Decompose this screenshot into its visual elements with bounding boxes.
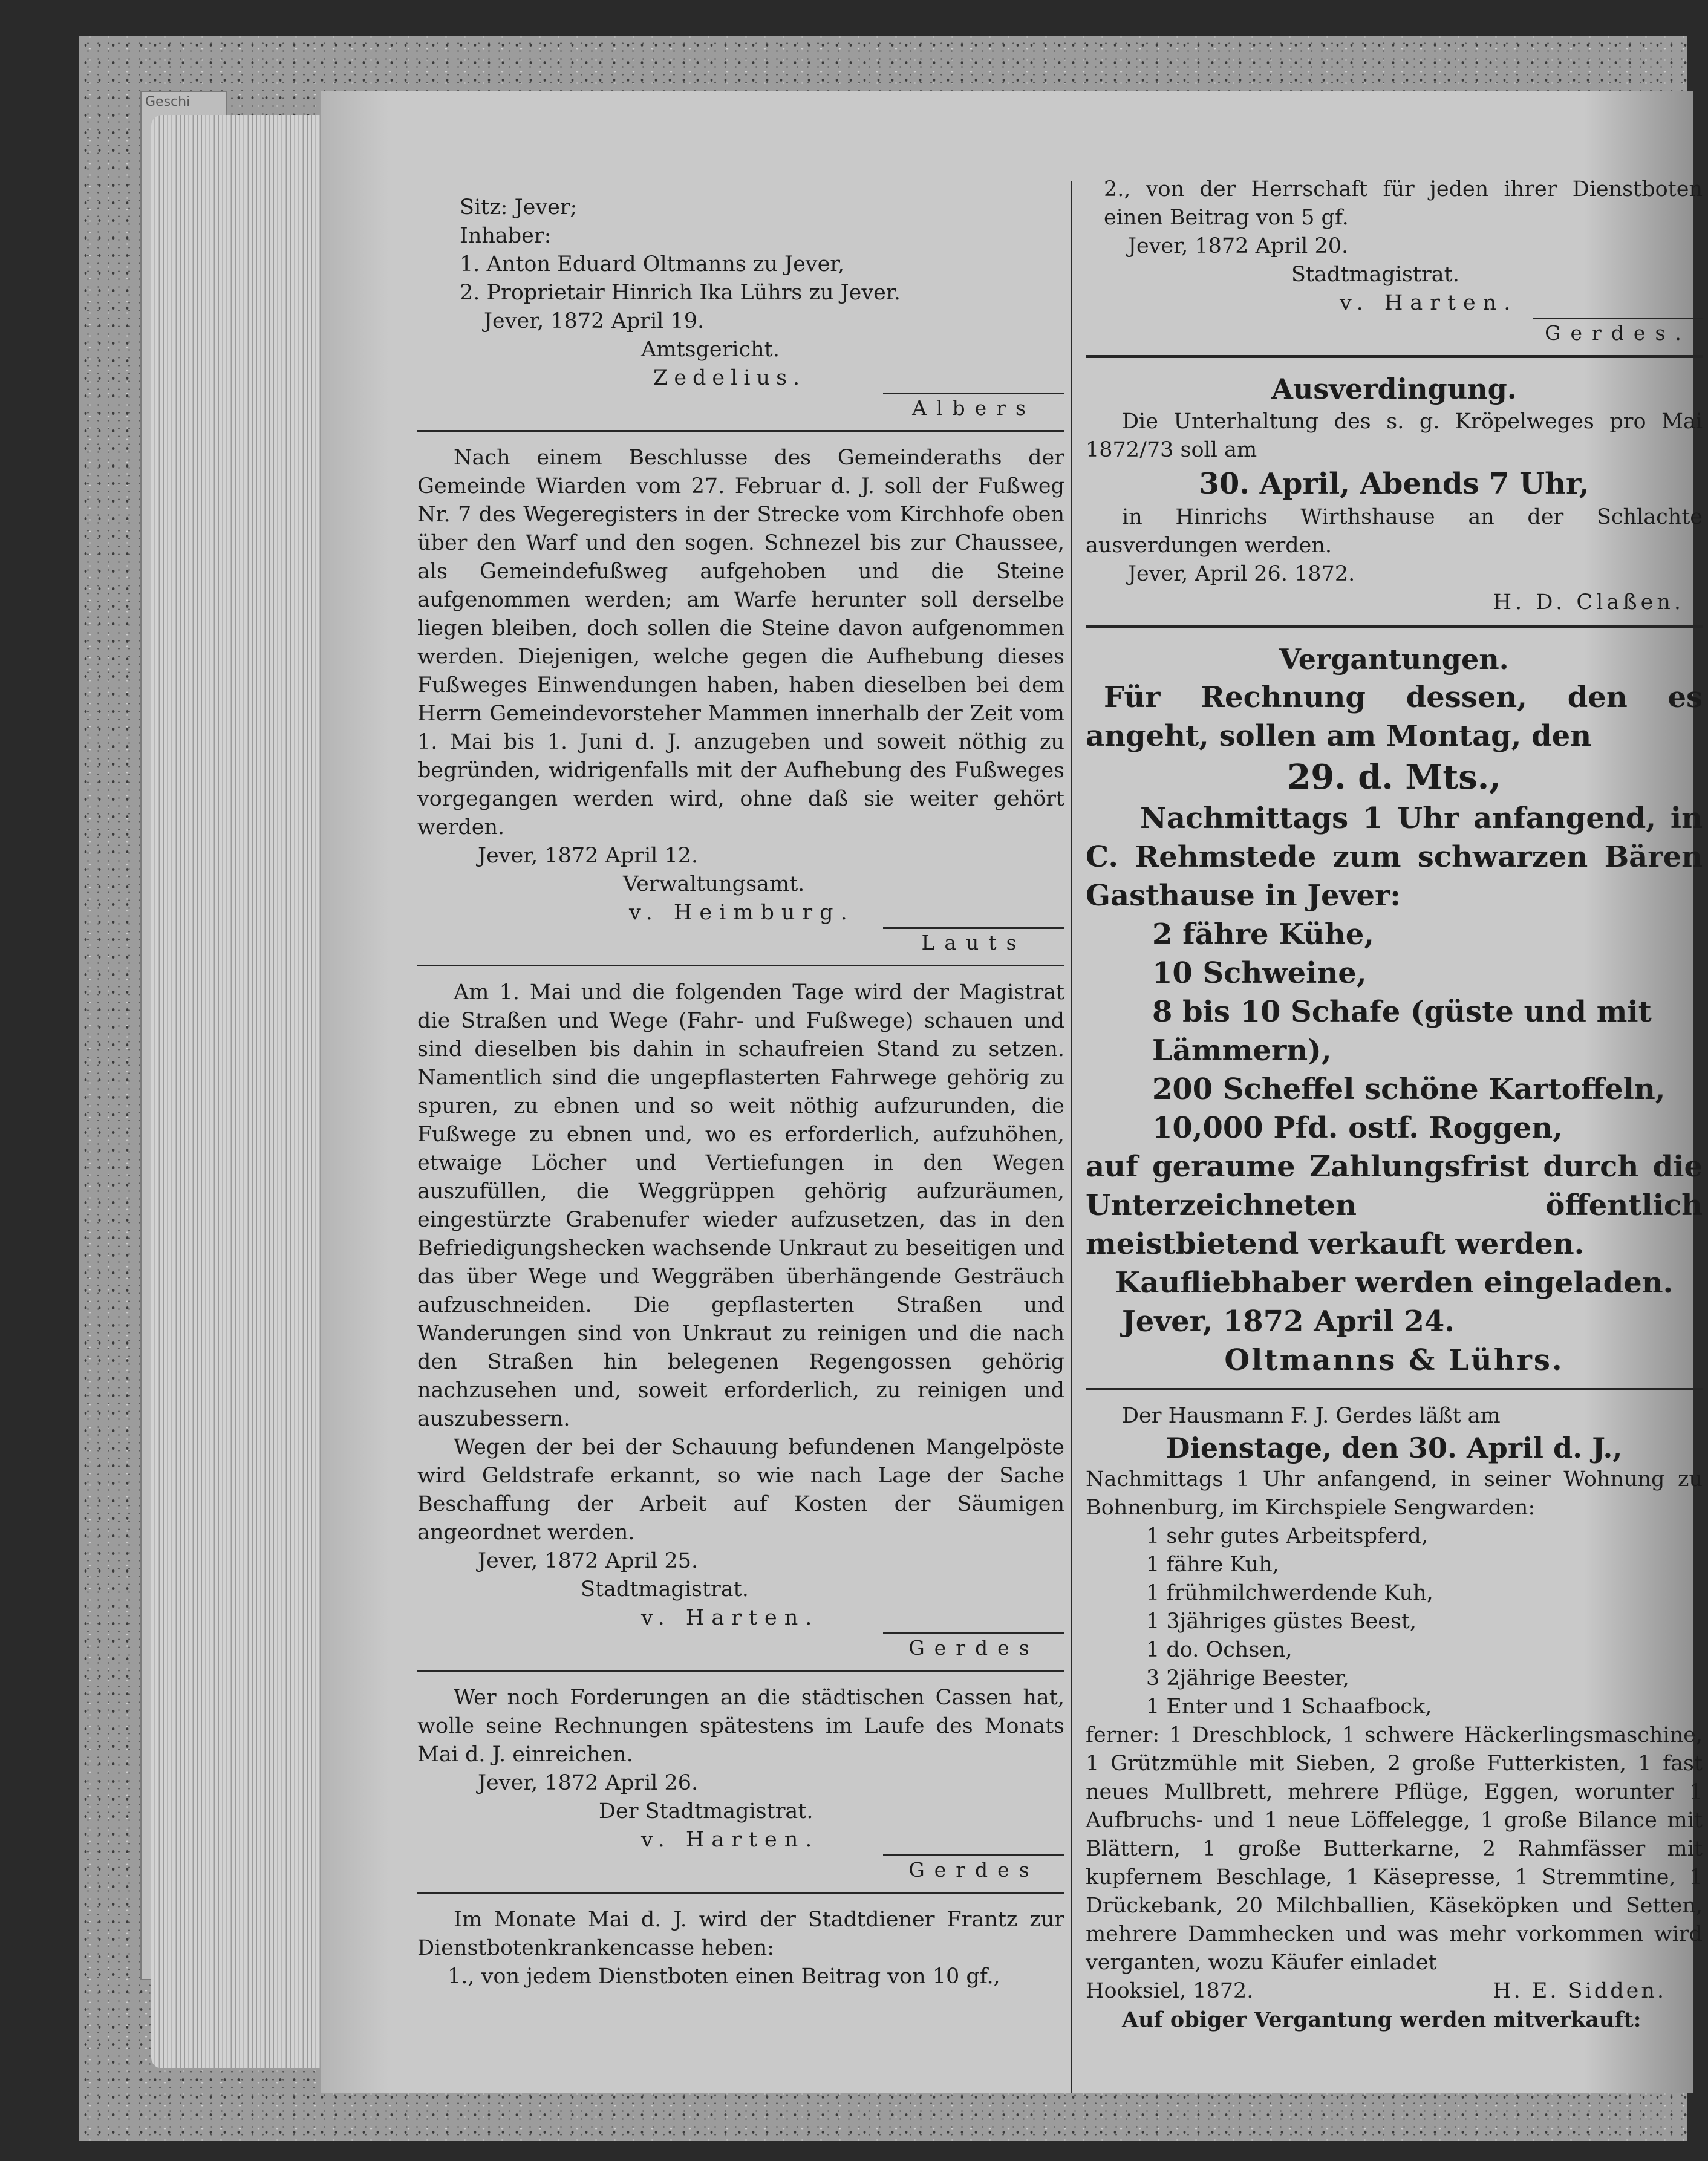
notice-body: Auf obiger Vergantung werden mitverkauft: [1122, 2007, 1641, 2032]
separator-rule [417, 965, 1064, 966]
signature: v. Heimburg. [629, 901, 855, 925]
goods-item: 1 frühmilchwerdende Kuh, [1146, 1581, 1433, 1605]
notice-servant-insurance [417, 1906, 1064, 1991]
notice-date: Jever, 1872 April 26. [478, 1771, 699, 1795]
separator-rule [1086, 1388, 1703, 1390]
goods-item: 2 fähre Kühe, [1152, 918, 1375, 951]
notice-item: 1., von jedem Dienstboten einen Beitrag von 10 gf., [448, 1964, 1000, 1989]
goods-item: 1 fähre Kuh, [1146, 1553, 1279, 1577]
notice-place-date: Hooksiel, 1872. [1086, 1979, 1254, 2003]
register-line: Inhaber: [460, 224, 552, 248]
goods-item: 1 3jähriges güstes Beest, [1146, 1609, 1417, 1634]
goods-item: 1 do. Ochsen, [1146, 1638, 1292, 1662]
goods-list [1086, 915, 1703, 1147]
notice-highlight: 30. April, Abends 7 Uhr, [1199, 467, 1589, 501]
notice-buyers: Kaufliebhaber werden eingeladen. [1115, 1266, 1674, 1300]
newspaper-page [321, 91, 1703, 2093]
goods-item: 1 sehr gutes Arbeitspferd, [1146, 1524, 1428, 1548]
notice-body: Wegen der bei der Schauung befundenen Mangelpöste wird Geldstrafe erkannt, so wie nach Lage der Sache Beschaffung der Arbeit auf Kosten der Säumigen angeordnet werden. [417, 1435, 1064, 1545]
notice-body: Im Monate Mai d. J. wird der Stadtdiener Frantz zur Dienstbotenkrankencasse heben: [417, 1908, 1064, 1960]
separator-rule [417, 430, 1064, 432]
goods-item: 10 Schweine, [1152, 956, 1367, 990]
separator-rule [417, 1892, 1064, 1894]
notice-road-inspection [417, 979, 1064, 1661]
clerk-name: Albers [883, 393, 1064, 422]
notice-body: Wer noch Forderungen an die städtischen Cassen hat, wolle seine Rechnungen spätestens im Laufe des Monats Mai d. J. einreichen. [417, 1686, 1064, 1767]
signature: H. D. Claßen. [1493, 590, 1684, 614]
right-column [1086, 175, 1703, 2034]
notice-office: Verwaltungsamt. [623, 872, 805, 896]
notice-servant-insurance-cont [1086, 175, 1703, 347]
notice-body: auf geraume Zahlungsfrist durch die Unterzeichneten öffentlich meistbietend verkauft werden. [1086, 1150, 1703, 1261]
notice-intro: Für Rechnung dessen, den es angeht, sollen am Montag, den [1086, 680, 1703, 753]
notice-gerdes-auction [1086, 1402, 1703, 2034]
separator-rule [417, 1670, 1064, 1672]
notice-body: in Hinrichs Wirthshause an der Schlachte ausverdungen werden. [1086, 505, 1703, 558]
goods-item: 200 Scheffel schöne Kartoffeln, [1152, 1072, 1666, 1106]
notice-title: Ausverdingung. [1271, 373, 1517, 405]
clerk-name: Gerdes [883, 1632, 1064, 1661]
notice-office: Stadtmagistrat. [581, 1577, 749, 1602]
register-line: 1. Anton Eduard Oltmanns zu Jever, [460, 252, 845, 276]
notice-highlight: 29. d. Mts., [1287, 757, 1501, 797]
notice-date: Jever, 1872 April 12. [478, 844, 699, 868]
notice-register-entry [417, 194, 1064, 422]
register-line: 2. Proprietair Hinrich Ika Lührs zu Jever. [460, 281, 901, 305]
signature: v. Harten. [1340, 291, 1518, 315]
goods-item: 10,000 Pfd. ostf. Roggen, [1152, 1111, 1563, 1145]
signature: Zedelius. [653, 366, 806, 390]
notice-body: Die Unterhaltung des s. g. Kröpelweges pro Mai 1872/73 soll am [1086, 409, 1703, 462]
left-column [417, 194, 1064, 1991]
register-line: Jever, 1872 April 19. [484, 309, 705, 333]
notice-body: Nachmittags 1 Uhr anfangend, in C. Rehmstede zum schwarzen Bären Gasthause in Jever: [1086, 801, 1703, 913]
previous-page-text-stub: Geschi [145, 94, 191, 109]
notice-date: Jever, 1872 April 25. [478, 1549, 699, 1573]
clerk-name: Lauts [883, 927, 1064, 956]
clerk-name: Gerdes [883, 1854, 1064, 1883]
column-divider [1071, 181, 1072, 2093]
notice-highlight: Dienstage, den 30. April d. J., [1165, 1432, 1623, 1464]
notice-date: Jever, 1872 April 24. [1122, 1305, 1455, 1338]
page-stack-edges [151, 115, 327, 2068]
notice-title: Vergantungen. [1279, 643, 1509, 676]
notice-intro: Der Hausmann F. J. Gerdes läßt am [1122, 1404, 1501, 1428]
separator-rule [1086, 625, 1703, 628]
separator-rule [1086, 355, 1703, 358]
notice-vergantungen [1086, 640, 1703, 1380]
signature: v. Harten. [641, 1606, 820, 1630]
notice-city-claims [417, 1684, 1064, 1883]
notice-date: Jever, 1872 April 20. [1128, 234, 1349, 258]
notice-body: Nach einem Beschlusse des Gemeinderaths der Gemeinde Wiarden vom 27. Februar d. J. soll der Fußweg Nr. 7 des Wegeregisters in der Strecke vom Kirchhofe oben über den Warf und den sogen. Schnezel bis zur Chaussee, als Gemeindefußweg aufgehoben und die Steine aufgenommen werden; am Warfe herunter soll derselbe liegen bleiben, doch sollen die Steine davon aufgenommen werden. Diejenigen, welche gegen die Aufhebung dieses Fußweges Einwendungen haben, haben dieselben bei dem Herrn Gemeindevorsteher Mammen innerhalb der Zeit vom 1. Mai bis 1. Juni d. J. anzugeben und soweit nöthig zu begründen, widrigenfalls mit der Aufhebung des Fußweges vorgegangen werden wird, ohne daß sie weiter gehört werden. [417, 446, 1064, 839]
clerk-name: Gerdes. [1533, 318, 1703, 347]
signature: H. E. Sidden. [1493, 1979, 1666, 2003]
notice-ausverdingung [1086, 370, 1703, 617]
notice-office: Der Stadtmagistrat. [599, 1799, 813, 1824]
notice-office: Stadtmagistrat. [1291, 262, 1459, 287]
goods-list [1086, 1522, 1703, 1721]
goods-item: 1 Enter und 1 Schaafbock, [1146, 1695, 1432, 1719]
signature: Oltmanns & Lührs. [1224, 1343, 1564, 1377]
notice-body: 2., von der Herrschaft für jeden ihrer Dienstboten einen Beitrag von 5 gf. [1104, 177, 1703, 230]
signature: v. Harten. [641, 1828, 820, 1852]
notice-body: Nachmittags 1 Uhr anfangend, in seiner Wohnung zu Bohnenburg, im Kirchspiele Sengwarden: [1086, 1467, 1703, 1520]
notice-date: Jever, April 26. 1872. [1128, 562, 1355, 586]
register-line: Sitz: Jever; [460, 195, 578, 220]
notice-body: ferner: 1 Dreschblock, 1 schwere Häckerlingsmaschine, 1 Grützmühle mit Sieben, 2 große Futterkisten, 1 fast neues Mullbrett, mehrere Pflüge, Eggen, worunter 1 Aufbruchs- und 1 neue Löffelegge, 1 große Bilance mit Blättern, 1 große Butterkarne, 2 Rahmfässer mit kupfernem Beschlage, 1 Käsepresse, 1 Stremmtine, 1 Drückebank, 20 Milchballien, Käseköpken und Setten, mehrere Dammhecken und was mehr vorkommen wird verganten, wozu Käufer einladet [1086, 1723, 1703, 1975]
goods-item: 3 2jährige Beester, [1146, 1666, 1349, 1690]
register-line: Amtsgericht. [641, 337, 780, 362]
goods-item: 8 bis 10 Schafe (güste und mit Lämmern), [1152, 995, 1652, 1067]
notice-body: Am 1. Mai und die folgenden Tage wird der Magistrat die Straßen und Wege (Fahr- und Fußwege) schauen und sind dieselben bis dahin in schaufreien Stand zu setzen. Namentlich sind die ungepflasterten Fahrwege gehörig zu spuren, zu ebnen und so weit nöthig aufzurunden, die Fußwege zu ebnen und, wo es erforderlich, aufzuhöhen, etwaige Löcher und Vertiefungen in den Wegen auszufüllen, die Weggrüppen gehörig aufzuräumen, eingestürzte Grabenufer wieder aufzusetzen, das in den Befriedigungshecken wachsende Unkraut zu beseitigen und das über Wege und Weggräben überhängende Gesträuch aufzuschneiden. Die gepflasterten Straßen und Wanderungen sind von Unkraut zu reinigen und die nach den Straßen hin belegenen Regengossen gehörig nachzusehen und, soweit erforderlich, zu reinigen und auszubessern. [417, 980, 1064, 1431]
notice-footpath [417, 444, 1064, 956]
